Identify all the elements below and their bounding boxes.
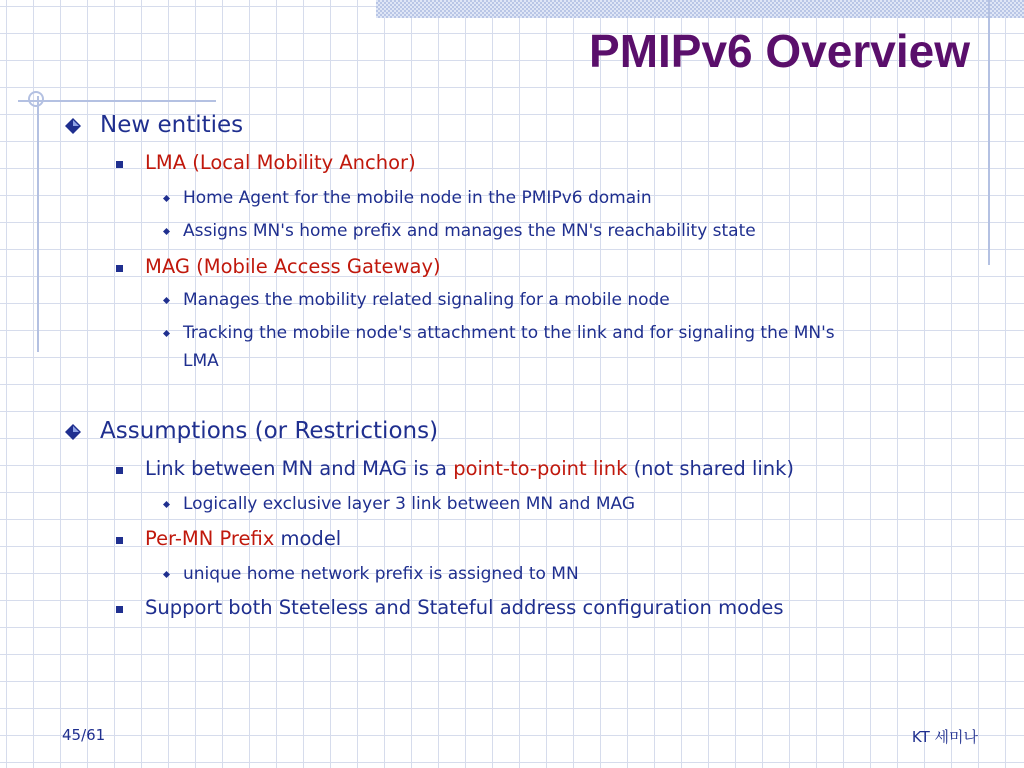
subitem-exclusive-link: Logically exclusive layer 3 link between MN and MAG <box>183 494 636 514</box>
small-diamond-bullet-icon <box>163 297 170 304</box>
section-heading-assumptions: Assumptions (or Restrictions) <box>100 418 439 444</box>
small-diamond-bullet-icon <box>163 195 170 202</box>
subitem-lma-home-prefix: Assigns MN's home prefix and manages the MN's reachability state <box>183 221 756 241</box>
square-bullet-icon <box>116 537 123 544</box>
subitem-unique-prefix: unique home network prefix is assigned to MN <box>183 564 579 584</box>
item-link-p2p: Link between MN and MAG is a point-to-point link (not shared link) <box>145 457 795 480</box>
subitem-mag-tracking: Tracking the mobile node's attachment to the link and for signaling the MN's <box>183 323 835 343</box>
right-vertical-line <box>988 0 990 265</box>
square-bullet-icon <box>116 161 123 168</box>
item-mag: MAG (Mobile Access Gateway) <box>145 255 441 278</box>
subitem-mag-signaling: Manages the mobility related signaling for a mobile node <box>183 290 670 310</box>
top-pattern-band <box>376 0 1024 18</box>
slide-title: PMIPv6 Overview <box>589 25 970 77</box>
item-per-mn-prefix: Per-MN Prefix model <box>145 527 342 550</box>
item-lma: LMA (Local Mobility Anchor) <box>145 151 416 174</box>
small-diamond-bullet-icon <box>163 330 170 337</box>
small-diamond-bullet-icon <box>163 228 170 235</box>
square-bullet-icon <box>116 467 123 474</box>
subitem-mag-tracking-cont: LMA <box>183 351 219 371</box>
section-heading-new-entities: New entities <box>100 112 244 138</box>
diamond-bullet-icon <box>65 424 81 440</box>
square-bullet-icon <box>116 606 123 613</box>
corner-ring-decoration <box>28 91 44 107</box>
diamond-bullet-icon <box>65 118 81 134</box>
item-address-config: Support both Steteless and Stateful address configuration modes <box>145 596 784 619</box>
subitem-lma-home-agent: Home Agent for the mobile node in the PMIPv6 domain <box>183 188 652 208</box>
small-diamond-bullet-icon <box>163 501 170 508</box>
page-number: 45/61 <box>62 726 106 744</box>
left-vertical-line <box>37 96 39 352</box>
square-bullet-icon <box>116 265 123 272</box>
footer-label: KT 세미나 <box>911 728 978 746</box>
left-horizontal-line <box>18 100 216 102</box>
small-diamond-bullet-icon <box>163 571 170 578</box>
